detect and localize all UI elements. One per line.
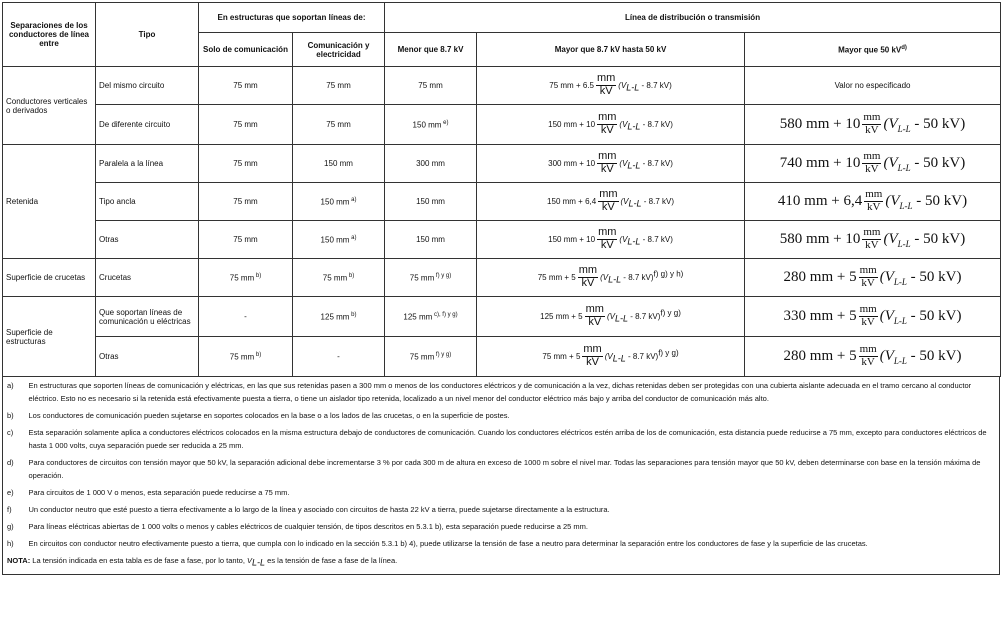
cell-mayor-50 [745,221,1001,259]
formula-rest: - 8.7 kV) [640,119,673,129]
cell-mayor-50 [745,67,1001,105]
header-comunicacion-electricidad: Comunicación y electricidad [293,33,385,67]
cell-tipo: Que soportan líneas de comunicación u eléctricas [96,297,199,337]
note-item [3,377,1000,407]
cell-value: 150 mm [324,159,353,168]
note-label: a) [3,377,25,407]
cell-value: 150 mm [320,197,350,207]
cell-tipo: Tipo ancla [96,183,199,221]
table-row [3,105,1001,145]
formula-base: 150 mm + 10 [548,234,596,244]
cell-solo-comunicacion [199,105,293,145]
formula-rest: - 8.7 kV) [640,234,673,244]
cell-menor-8-7 [385,105,477,145]
fraction-denominator: kV [586,356,599,368]
cell-value: 150 mm [412,120,442,130]
cell-comunicacion-electricidad [293,67,385,105]
cell-menor-8-7 [385,67,477,105]
note-label: c) [3,424,25,454]
formula-base: 75 mm + 5 [542,351,581,361]
separations-table [2,2,1001,377]
fraction-numerator: mm [859,303,877,316]
cell-solo-comunicacion [199,297,293,337]
voltage-subscript: L-L [608,274,622,285]
voltage-subscript: L-L [628,198,642,209]
cell-value: 125 mm [403,312,433,322]
footnote-ref: f) g) y h) [653,268,684,278]
fraction-denominator: kV [581,277,595,289]
formula-rest: - 50 kV) [912,192,968,209]
cell-value: 75 mm [233,81,258,90]
unit-fraction [859,265,878,289]
table-row [3,259,1001,297]
footnote-ref: f) y g) [658,347,679,357]
note-text: En circuitos con conductor neutro efectivamente puesto a tierra, que cumpla con lo indicado en la sección 5.3.1 b) 4), puede utilizarse la tensión de fase a neutro para determinar la separación entre los conductores de fase y la superficie de las crucetas. [25,535,1000,552]
table-row [3,145,1001,183]
cell-comunicacion-electricidad [293,105,385,145]
table-row [3,183,1001,221]
voltage-variable: ($V_{L-L}$ [600,272,622,285]
formula [537,264,684,289]
fraction-denominator: kV [601,201,615,213]
fraction-denominator: kV [861,356,875,368]
cell-value: 75 mm [233,159,258,168]
formula [779,226,966,251]
cell-value: 150 mm [320,235,350,245]
fraction-numerator: mm [863,111,881,124]
formula [779,111,966,136]
note-label: e) [3,484,25,501]
fraction-denominator: kV [600,239,614,251]
voltage-variable: ($V_{L-L}$ [885,192,913,211]
formula-rest: - 50 kV) [910,115,966,132]
cell-8-7-a-50 [477,297,745,337]
footnote-ref: b) [347,272,355,279]
formula [548,226,673,251]
formula-base: 330 mm + 5 [783,307,857,324]
voltage-variable: ($V_{L-L}$ [604,351,626,364]
unit-fraction [862,112,881,136]
note-label: b) [3,407,25,424]
formula-rest: - 8.7 kV) [639,80,672,90]
cell-tipo: Del mismo circuito [96,67,199,105]
unit-fraction [859,304,878,328]
formula-base: 75 mm + 6.5 [549,80,594,90]
voltage-subscript: L-L [627,160,641,171]
formula-base: 410 mm + 6,4 [777,192,863,209]
footnote-ref: f) y g) [660,307,681,317]
formula-base: 300 mm + 10 [548,158,596,168]
cell-comunicacion-electricidad [293,297,385,337]
document [2,2,1002,575]
voltage-variable: ($V_{L-L}$ [606,311,628,324]
voltage-variable: ($V_{L-L}$ [883,115,911,134]
cell-value: 75 mm [233,235,258,244]
cell-8-7-a-50 [477,337,745,377]
cell-value: 75 mm [326,81,351,90]
note-text: Los conductores de comunicación pueden sujetarse en soportes colocados en la base o a los lados de las crucetas, o en la superficie de postes. [25,407,1000,424]
note-item [3,407,1000,424]
unit-fraction [864,189,883,213]
fraction-denominator: kV [861,316,875,328]
fraction-numerator: mm [863,226,881,239]
cell-tipo: Crucetas [96,259,199,297]
cell-solo-comunicacion [199,337,293,377]
note-text: Para líneas eléctricas abiertas de 1 000 volts o menos y cables eléctricos de cualquier tensión, de tipos descritos en 5.3.1 b), esta separación puede reducirse a 25 mm. [25,518,1000,535]
voltage-subscript: L-L [614,313,628,324]
fraction-numerator: mm [859,343,877,356]
note-item [3,535,1000,552]
formula-rest: - 8.7 kV) [625,351,659,361]
cell-comunicacion-electricidad [293,337,385,377]
group-retenida: Retenida [3,145,96,259]
formula [549,72,672,97]
formula-base: 580 mm + 10 [779,115,861,132]
header-solo-comunicacion: Solo de comunicación [199,33,293,67]
fraction-numerator: mm [585,303,604,316]
note-label: f) [3,501,25,518]
formula-rest: - 50 kV) [906,307,962,324]
note-item [3,424,1000,454]
cell-menor-8-7 [385,337,477,377]
cell-mayor-50 [745,337,1001,377]
formula-base: 125 mm + 5 [540,311,583,321]
formula-rest: - 50 kV) [910,230,966,247]
fraction-numerator: mm [859,264,877,277]
group-estructuras: Superficie de estructuras [3,297,96,377]
unit-fraction [859,344,878,368]
cell-tipo: Otras [96,337,199,377]
note-label: g) [3,518,25,535]
unit-fraction [597,112,617,136]
formula [548,111,673,136]
cell-value: 75 mm [229,273,255,283]
cell-solo-comunicacion [199,183,293,221]
cell-comunicacion-electricidad [293,259,385,297]
voltage-variable: ($V_{L-L}$ [618,80,640,93]
footnote-ref: a) [349,196,357,203]
fraction-numerator: mm [598,226,617,239]
formula-rest: - 8.7 kV) [621,272,654,282]
fraction-numerator: mm [599,188,618,201]
table-row [3,221,1001,259]
formula-base: 150 mm + 10 [548,119,596,129]
voltage-subscript: L-L [626,82,640,93]
cell-value: 150 mm [416,197,445,206]
header-tipo: Tipo [96,3,199,67]
unit-fraction [578,265,598,289]
formula [779,150,966,175]
cell-menor-8-7 [385,221,477,259]
note-text: En estructuras que soporten líneas de comunicación y eléctricas, en las que sus retenidas pasen a 300 mm o menos de los conductores eléctricos y de comunicación a la vez, dichas retenidas deben ser protegidas con una cubierta aislante adecuada en el tramo cercano al conductor eléctrico. Esto no es necesario si la retenida está efectivamente puesta a tierra, o tiene un aislador tipo retenida, localizado a un nivel menor del conductor eléctrico más bajo y arriba del conductor de comunicación más alto. [25,377,1000,407]
cell-value: 75 mm [229,352,255,362]
formula [542,343,679,368]
formula [777,188,968,213]
voltage-variable: ($V_{L-L}$ [619,234,641,247]
formula [548,150,673,175]
formula-base: 580 mm + 10 [779,230,861,247]
unit-fraction [597,151,617,175]
cell-solo-comunicacion [199,145,293,183]
cell-solo-comunicacion [199,67,293,105]
cell-value: 75 mm [409,352,435,362]
voltage-variable: ($V_{L-L}$ [879,268,907,287]
voltage-subscript: L-L [627,236,641,247]
note-label: d) [3,454,25,484]
group-conductores: Conductores verticales o derivados [3,67,96,145]
cell-tipo: Otras [96,221,199,259]
fraction-denominator: kV [599,85,613,97]
cell-8-7-a-50 [477,221,745,259]
cell-tipo: De diferente circuito [96,105,199,145]
cell-menor-8-7 [385,297,477,337]
footnote-ref: c), f) y g) [432,311,458,318]
formula-rest: - 50 kV) [906,268,962,285]
cell-value: Valor no especificado [834,81,911,90]
cell-value: 75 mm [233,120,258,129]
note-item [3,454,1000,484]
unit-fraction [862,151,881,175]
table-row [3,337,1001,377]
fraction-denominator: kV [867,201,881,213]
footnote-ref: e) [441,119,449,126]
header-menor-8-7: Menor que 8.7 kV [385,33,477,67]
fraction-numerator: mm [863,150,881,163]
formula-base: 280 mm + 5 [783,268,857,285]
note-label: h) [3,535,25,552]
unit-fraction [862,227,881,251]
cell-value: 75 mm [233,197,258,206]
fraction-numerator: mm [578,264,598,277]
unit-fraction [585,304,605,328]
cell-8-7-a-50 [477,183,745,221]
cell-8-7-a-50 [477,67,745,105]
fraction-denominator: kV [865,163,879,175]
voltage-subscript: L-L [612,353,626,364]
formula-rest: - 50 kV) [906,347,962,364]
cell-mayor-50 [745,297,1001,337]
unit-fraction [597,227,617,251]
header-mayor-50: Mayor que 50 $kV^{d)}$ [745,33,1001,67]
fraction-numerator: mm [596,72,616,85]
voltage-subscript: L-L [627,121,641,132]
cell-8-7-a-50 [477,145,745,183]
note-item [3,518,1000,535]
note-text: Un conductor neutro que esté puesto a tierra efectivamente a lo largo de la línea y asociado con circuitos de hasta 22 kV a tierra, puede sujetarse directamente a la estructura. [25,501,1000,518]
note-item [3,501,1000,518]
cell-comunicacion-electricidad [293,221,385,259]
footnote-ref: b) [254,351,262,358]
formula-rest: - 8.7 kV) [641,196,674,206]
footnote-ref: a) [349,234,357,241]
header-linea: Línea de distribución o transmisión [385,3,1001,33]
notes-section [2,377,1000,575]
fraction-denominator: kV [600,124,614,136]
nota-general: NOTA: La tensión indicada en esta tabla es de fase a fase, por lo tanto, $V_{L-L}$ es la tensión de fase a fase de la línea. [3,552,1000,574]
cell-mayor-50 [745,105,1001,145]
cell-8-7-a-50 [477,259,745,297]
fraction-numerator: mm [865,188,883,201]
cell-menor-8-7 [385,183,477,221]
cell-value: 300 mm [416,159,445,168]
voltage-variable: ($V_{L-L}$ [619,119,641,132]
fraction-denominator: kV [600,163,614,175]
voltage-variable: ($V_{L-L}$ [883,230,911,249]
fraction-denominator: kV [865,239,879,251]
header-8-7-a-50: Mayor que 8.7 kV hasta 50 kV [477,33,745,67]
fraction-numerator: mm [583,343,602,356]
footnote-ref: b) [254,272,262,279]
voltage-subscript: L-L [897,162,911,173]
fraction-denominator: kV [865,124,879,136]
cell-mayor-50 [745,183,1001,221]
formula-base: 150 mm + 6,4 [547,196,597,206]
table-row [3,297,1001,337]
unit-fraction [582,344,602,368]
header-separaciones: Separaciones de los conductores de línea entre [3,3,96,67]
voltage-variable: ($V_{L-L}$ [619,158,641,171]
fraction-denominator: kV [588,316,602,328]
formula-base: 280 mm + 5 [783,347,857,364]
formula-rest: - 8.7 kV) [640,158,673,168]
voltage-variable: ($V_{L-L}$ [620,196,642,209]
voltage-variable: ($V_{L-L}$ [879,347,907,366]
cell-value: 125 mm [320,312,350,322]
note-text: Para circuitos de 1 000 V o menos, esta separación puede reducirse a 75 mm. [25,484,1000,501]
cell-value: - [244,312,247,321]
formula [783,343,962,368]
formula-base: 740 mm + 10 [779,154,861,171]
cell-comunicacion-electricidad [293,183,385,221]
cell-solo-comunicacion [199,259,293,297]
unit-fraction [596,73,616,97]
cell-value: 150 mm [416,235,445,244]
voltage-subscript: L-L [897,238,911,249]
cell-8-7-a-50 [477,105,745,145]
header-estructuras: En estructuras que soportan líneas de: [199,3,385,33]
fraction-denominator: kV [861,277,875,289]
footnote-ref: f) y g) [434,351,452,358]
formula [783,303,962,328]
table-row [3,67,1001,105]
voltage-subscript: L-L [893,355,907,366]
note-item [3,484,1000,501]
formula-rest: - 8.7 kV) [627,311,661,321]
cell-tipo: Paralela a la línea [96,145,199,183]
footnote-ref: f) y g) [434,272,452,279]
formula-rest: - 50 kV) [910,154,966,171]
cell-menor-8-7 [385,145,477,183]
cell-menor-8-7 [385,259,477,297]
voltage-subscript: L-L [893,276,907,287]
cell-value: 75 mm [326,120,351,129]
formula [540,303,681,328]
cell-value: 75 mm [322,273,348,283]
voltage-subscript: L-L [893,315,907,326]
formula [547,188,674,213]
voltage-subscript: L-L [899,200,913,211]
group-crucetas: Superficie de crucetas [3,259,96,297]
note-text: Esta separación solamente aplica a conductores eléctricos colocados en la misma estructura debajo de conductores de comunicación. Cuando los conductores eléctricos estén arriba de los de comunicación, esta distancia puede reducirse a 75 mm, excepto para conductores eléctricos de hasta 1 000 volts, cuya separación puede ser reducida a 25 mm. [25,424,1000,454]
note-text: Para conductores de circuitos con tensión mayor que 50 kV, la separación adicional debe incrementarse 3 % por cada 300 m de altura en exceso de 1000 m sobre el nivel mar. Todas las separaciones para tensión mayor que 50 kV, deben determinarse con base en la tensión máxima de operación. [25,454,1000,484]
formula-base: 75 mm + 5 [537,272,576,282]
cell-solo-comunicacion [199,221,293,259]
cell-mayor-50 [745,259,1001,297]
voltage-variable: ($V_{L-L}$ [883,154,911,173]
cell-comunicacion-electricidad [293,145,385,183]
voltage-subscript: L-L [897,123,911,134]
fraction-numerator: mm [598,150,617,163]
cell-value: - [337,352,340,361]
cell-value: 75 mm [409,273,435,283]
fraction-numerator: mm [598,111,617,124]
cell-mayor-50 [745,145,1001,183]
footnote-ref: b) [349,311,357,318]
formula [783,264,962,289]
cell-value: 75 mm [418,81,443,90]
voltage-variable: ($V_{L-L}$ [879,307,907,326]
unit-fraction [598,189,618,213]
